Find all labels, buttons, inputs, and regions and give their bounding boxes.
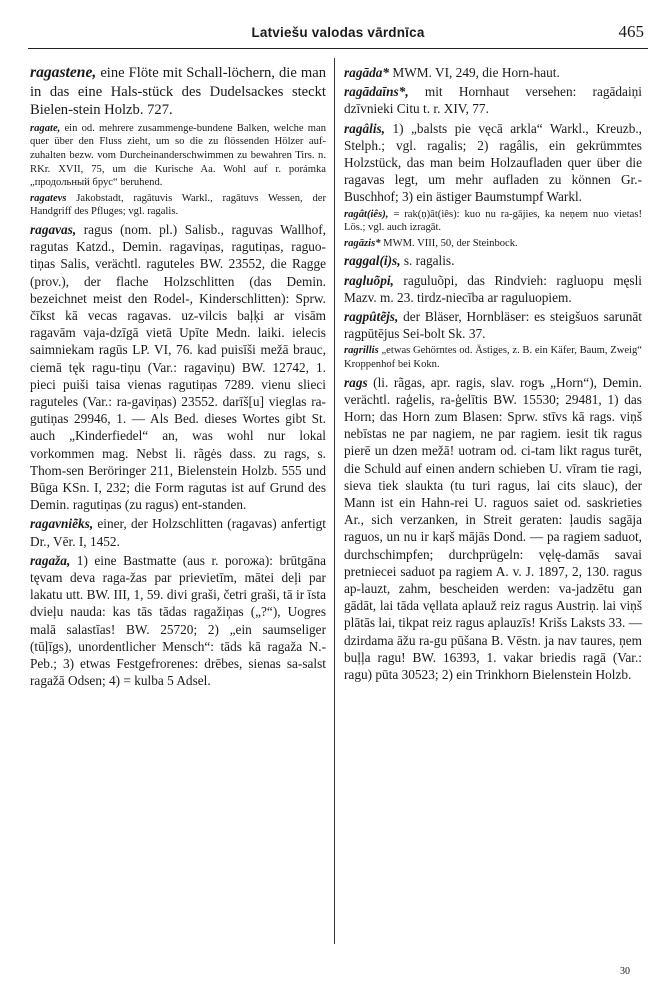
entry-headword: ragate,	[30, 122, 61, 134]
entry-headword: ragpûtẽjs,	[344, 309, 399, 325]
entry-ragluopi	[344, 272, 642, 306]
signature-mark: 30	[620, 966, 630, 977]
entry-ragada	[344, 64, 642, 81]
entry-ragate	[30, 122, 326, 190]
entry-rags	[344, 374, 642, 684]
entry-headword: ragāda*	[344, 65, 390, 80]
entry-ragputejs	[344, 308, 642, 342]
entry-text: s. ragalis.	[400, 253, 455, 269]
entry-text: mit Hornhaut versehen: ragādaiņi dzīvnieki Citu t. r. XIV, 77.	[344, 84, 642, 117]
entry-text: = rak(ņ)ât(iês): kuo nu ra-gājies, ka neņem nuo vietas! Lös.; vgl. auch izragāt.	[344, 208, 642, 234]
entry-text: Jakobstadt, ragātuvis Warkl., ragātuvs Wessen, der Handgriff des Pfluges; vgl. ragalis.	[30, 192, 326, 218]
entry-ragalis	[344, 120, 642, 206]
entry-headword: ragluõpi,	[344, 272, 394, 288]
entry-headword: ragatevs	[30, 192, 67, 204]
right-column	[344, 64, 642, 685]
entry-text: „etwas Gehörntes od. Ästiges, z. B. ein Käfer, Baum, Zweig“ Kroppenhof bei Kokn.	[344, 345, 642, 371]
entry-headword: ragavniẽks,	[30, 516, 94, 532]
entry-headword: ragāzis*	[344, 237, 381, 249]
entry-headword: ragādaīns*,	[344, 84, 409, 100]
entry-headword: rags	[344, 374, 368, 390]
column-divider	[334, 58, 335, 944]
page-header	[28, 22, 648, 49]
entry-ragavnieks	[30, 515, 326, 549]
entry-ragaza	[30, 552, 326, 690]
entry-ragrillis	[344, 344, 642, 371]
entry-text: eine Flöte mit Schall-löchern, die man in das eine Hals-stück des Dudelsackes steckt Bielen-stein Holzb. 727.	[30, 65, 326, 119]
entry-headword: ragavas,	[30, 221, 77, 237]
entry-text: ragus (nom. pl.) Salisb., raguvas Wallhof, ragutas Katzd., Demin. ragaviņas, ragutiņas, raguo-tiņas Salis, verächtl. raguteles BW. 23552, die Ragge (prov.), der flache Holzschlitten (das Demin. bezeichnet meist den Rodel-, Kinderschlitten): Sprw. čīkst kā vecas ragavas. uz-vilcis baļķi ar visām ragavām vaja-dzīgā vietā Upīte Medn. laiki. ielecis saimniekam ragūs LP. VI, 76. kad puisīši mežā brauc, ciemā tęk ragu-tiņu (Var.: ragaviņu) BW. 12742, 1. pieci puiši taisa vienas ragutiņas 7289. vienu slieci raguteles (Var.: ra-gaviņas) 23552. darīš[u] vieglas ra-gutiņas 29946, 1. — Als Bed. dieses Wortes gibt St. auch „Kinderfiedel“ an, was wohl nur lokal vorkommen mag. Nebst li. rãgės dass. zu rags, s. Thom-sen Beröringer 211, Bielenstein Holzb. 555 und Būga KSn. I, 232; die Form ragutas ist auf Grund des Demin. ragutiņas (zu ragus) ent-standen.	[30, 221, 326, 513]
entry-headword: ragât(iês),	[344, 208, 389, 220]
entry-text: 1) „balsts pie vęcā arkla“ Warkl., Kreuzb., Stelph.; vgl. ragalis; 2) ragâlis, ein gekrümmtes Holzstück, das man beim Holzaufladen quer über die ragavas legt, um mehr aufladen zu können Gr.-Buschhof; 3) ein ästiger Baumstumpf Warkl.	[344, 120, 642, 205]
running-title: Latviešu valodas vārdnīca	[251, 25, 425, 40]
entry-ragadains	[344, 83, 642, 117]
entry-text: MWM. VIII, 50, der Steinbock.	[380, 237, 518, 249]
entry-text: 1) eine Bastmatte (aus r. рогожа): brūtgāna tęvam deva raga-žas par prievietīm, mātei deļi par lakatu utt. BW. III, 1, 59. divi graši, četri graši, tā ir īsta dvieļu nauda: kas tās tādas ragažiņas („?“), Uogres malā salastīas! BW. 25720; 2) „ein saumseliger (tūļīgs), unordentlicher Mensch“: tāds kā ragaža N.-Peb.; 3) etwas Festgefrorenes: drēbes, sienas sa-salst ragažā Odsen; 4) = kulba 5 Adsel.	[30, 552, 326, 689]
entry-text: MWM. VI, 249, die Horn-haut.	[389, 65, 560, 80]
entry-headword: ragaža,	[30, 552, 71, 568]
entry-ragaties	[344, 208, 642, 235]
entry-headword: ragrillis	[344, 345, 379, 357]
entry-headword: ragastene,	[30, 64, 97, 81]
page-number: 465	[618, 22, 644, 41]
entry-raggalis	[344, 252, 642, 269]
entry-headword: raggal(i)s,	[344, 253, 401, 269]
entry-text: ein od. mehrere zusammenge-bundene Balken, welche man quer über den Fluss zieht, um so die zu flössenden Hölzer auf-zuhalten bezw. vom Durcheinanderschwimmen zu bewahren Tirs. n. RKr. XVII, 75, um die Kurische Aa. Wohl auf r. porámka „продольный брус“ beruhend.	[30, 122, 326, 189]
entry-ragastene	[30, 64, 326, 120]
entry-ragatevs	[30, 192, 326, 219]
entry-text: (li. rãgas, apr. ragis, slav. rogъ „Horn“), Demin. verächtl. raģelis, ra-ģelītis BW. 15530; 29481, 1) das Horn; das Horn zum Blasen: Sprw. stīvs kā rags. viņš nebīstas ne par nagiem, ne par ragiem. iesit tik ragus pierē un dzen mežā! uotram od. ci-tam likt ragus turēt, die Schuld auf einen andern schieben U. vīram tie ragi, sieva tiek slaukta (tu turi ragus, lai cits slauc), der Mann ist ein Hahn-rei U. raguos saiet od. saskrieties Ar., sich verzanken, in Streit geraten: ļaudis sagāja raguos, un nu ir kaŗš mājās Dond. — pa ragiem saduot, durchschimpfen; durchprügeln: vęlę-damās savai pretniecei saduot pa ragiem A. v. J. 1897, 2, 130. ragus ap-lauzt, zahm, bescheiden werden: va-jadzētu gan gādāt, lai tāda vęllata aplauž reiz ragus Austriņ. lai viņš plātās lai, tikpat reiz ragus aplauzīs! Krišs Laksts 33. — dzirdama āžu ra-gu pūšana B. Vēstn. ja nav taures, ņem buļļa ragu! BW. 16393, 1. vakar briedis ragā (Var.: ragu) pūta 30523; 2) ein Trinkhorn Bielenstein Holzb.	[344, 374, 642, 683]
left-column	[30, 64, 326, 691]
entry-headword: ragâlis,	[344, 120, 386, 136]
entry-text: einer, der Holzschlitten (ragavas) anfertigt Dr., Vēr. I, 1452.	[30, 516, 326, 549]
entry-ragazis	[344, 237, 642, 251]
entry-text: raguluõpi, das Rindvieh: ragluopu męsli Mazv. m. 23. tirdz-niecība ar raguluopiem.	[344, 272, 642, 305]
entry-text: der Bläser, Hornbläser: es steigšuos sarunāt ragpūtējus Sei-bolt Sk. 37.	[344, 309, 642, 342]
entry-ragavas	[30, 221, 326, 513]
